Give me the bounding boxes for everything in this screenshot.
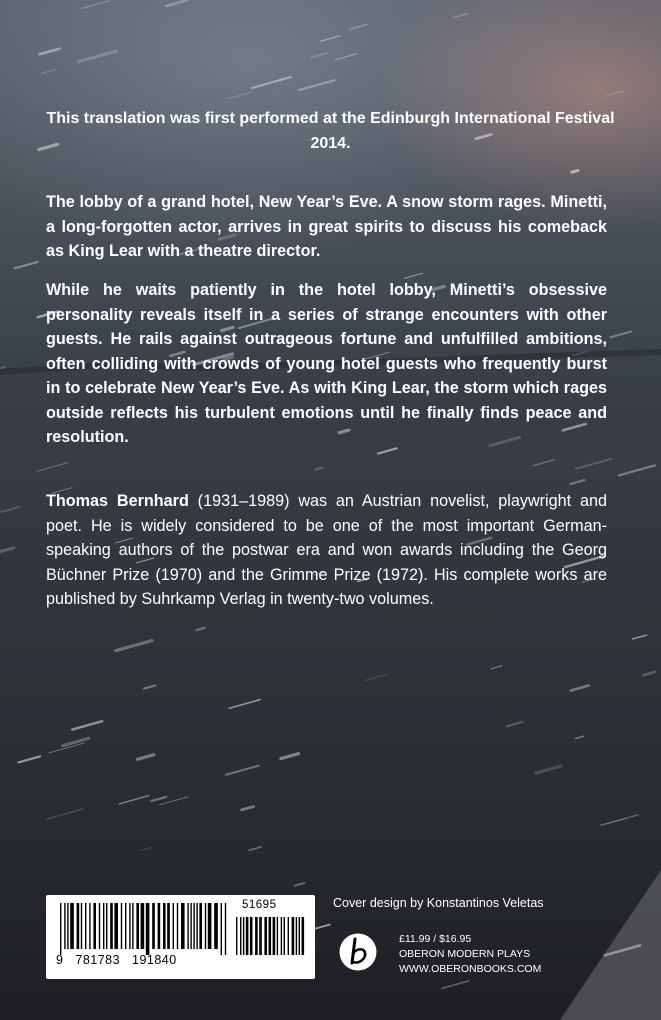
synopsis-paragraph: The lobby of a grand hotel, New Year’s Eve. A snow storm rages. Minetti, a long-forgotten actor, arrives in great spirits to discuss his comeback as King Lear with a theatre director. (46, 193, 607, 260)
author-name: Thomas Bernhard (46, 492, 189, 510)
isbn-barcode (46, 895, 315, 979)
publisher-series: OBERON MODERN PLAYS (399, 948, 531, 960)
isbn-number: 9 781783 191840 (56, 953, 177, 967)
publisher-info (399, 932, 541, 977)
price-label: £11.99 / $16.95 (399, 933, 472, 945)
cover-design-credit: Cover design by Konstantinos Veletas (333, 896, 544, 910)
publisher-website: WWW.OBERONBOOKS.COM (399, 963, 542, 975)
synopsis-paragraph: While he waits patiently in the hotel lobby, Minetti’s obsessive personality reveals itself in a series of strange encounters with other guests. He rails against outrageous fortune and unfulfilled ambitions, often colliding with crowds of young hotel guests who frequently burst in to celebrate New Year’s Eve. As with King Lear, the storm which rages outside reflects his turbulent emotions until he finally finds peace and resolution. (46, 281, 607, 446)
author-bio (46, 489, 607, 612)
price-code: 51695 (242, 899, 277, 911)
oberon-b-logo-icon (338, 932, 378, 972)
premiere-note: This translation was first performed at the Edinburgh International Festival 2014. (46, 110, 615, 152)
author-bio-text: (1931–1989) was an Austrian novelist, playwright and poet. He is widely considered to be one of the most important German-speaking authors of the postwar era and won awards including the Georg Büchner Prize (1970) and the Grimme Prize (1972). His complete works are published by Suhrkamp Verlag in twenty-two volumes. (46, 492, 607, 608)
